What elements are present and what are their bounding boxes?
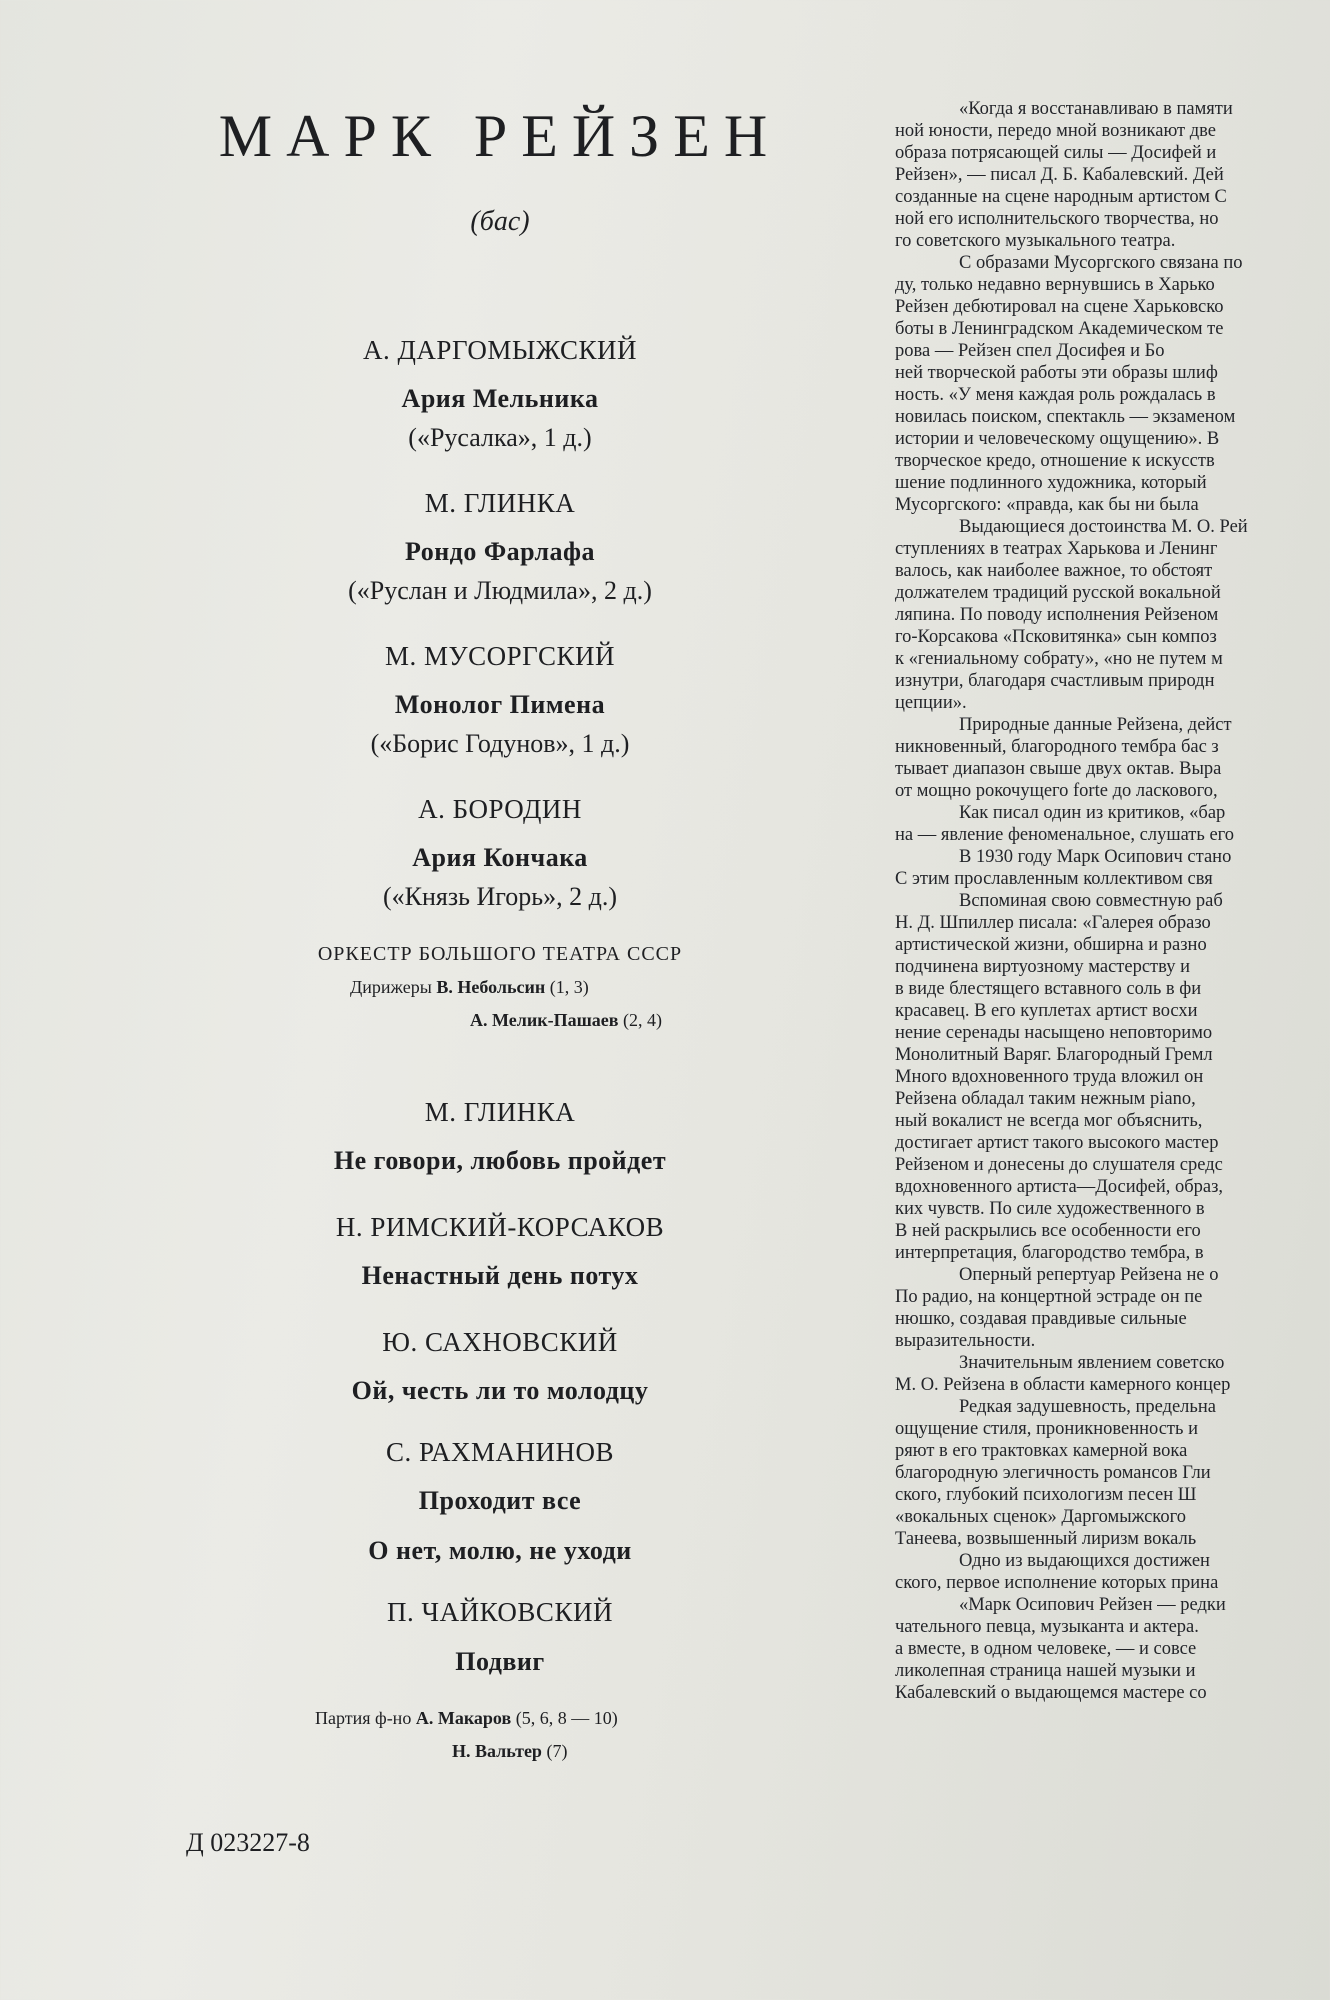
composer-heading: П. ЧАЙКОВСКИЙ <box>387 1597 613 1627</box>
notes-line: го советского музыкального театра. <box>895 231 1176 251</box>
notes-line: нюшко, создавая правдивые сильные <box>895 1309 1187 1329</box>
notes-line: го-Корсакова «Псковитянка» сын композ <box>895 627 1217 647</box>
opera-reference: («Борис Годунов», 1 д.) <box>370 729 630 758</box>
work-title: Ария Мельника <box>401 384 599 413</box>
track-numbers: (7) <box>546 1741 568 1761</box>
conductor-name: А. Мелик-Пашаев <box>470 1010 619 1030</box>
notes-line: ной юности, передо мной возникают две <box>895 121 1216 141</box>
work-title: Ой, честь ли то молодцу <box>351 1376 649 1405</box>
work-title: Проходит все <box>418 1486 582 1515</box>
notes-line: Вспоминая свою совместную раб <box>959 891 1223 911</box>
notes-line: к «гениальному собрату», «но не путем м <box>895 649 1223 669</box>
notes-line: на — явление феноменальное, слушать его <box>895 825 1235 845</box>
notes-line: ского, глубокий психологизм песен Ш <box>895 1485 1197 1505</box>
work-title: Монолог Пимена <box>394 690 606 719</box>
work-title: Подвиг <box>455 1647 545 1676</box>
notes-line: выразительности. <box>895 1331 1036 1351</box>
notes-line: ких чувств. По силе художественного в <box>895 1199 1205 1219</box>
track-numbers: (1, 3) <box>549 977 589 997</box>
notes-line: должателем традиций русской вокальной <box>895 583 1221 603</box>
notes-line: Значительным явлением советско <box>959 1353 1225 1373</box>
notes-line: В 1930 году Марк Осипович стано <box>959 847 1232 867</box>
composer-heading: Н. РИМСКИЙ-КОРСАКОВ <box>335 1212 665 1242</box>
notes-line: Кабалевский о выдающемся мастере со <box>895 1683 1207 1703</box>
work-title: Рондо Фарлафа <box>404 537 596 566</box>
work-title: Ария Кончака <box>412 843 588 872</box>
catalog-number: Д 023227-8 <box>186 1828 310 1857</box>
notes-line: ского, первое исполнение которых прина <box>895 1573 1219 1593</box>
notes-line: В ней раскрылись все особенности его <box>895 1221 1201 1241</box>
notes-line: ощущение стиля, проникновенность и <box>895 1419 1198 1439</box>
notes-line: благородную элегичность романсов Гли <box>895 1463 1211 1483</box>
notes-line: а вместе, в одном человеке, — и совсе <box>895 1639 1197 1659</box>
notes-line: Много вдохновенного труда вложил он <box>895 1067 1204 1087</box>
notes-line: истории и человеческому ощущению». В <box>895 429 1220 449</box>
notes-line: Мусоргского: «правда, как бы ни была <box>895 495 1199 515</box>
conductor-line-2 <box>470 1010 662 1031</box>
notes-line: ной его исполнительского творчества, но <box>895 209 1219 229</box>
composer-heading: А. ДАРГОМЫЖСКИЙ <box>363 335 637 365</box>
notes-line: цепции». <box>895 693 967 713</box>
notes-line: ду, только недавно вернувшись в Харько <box>895 275 1215 295</box>
notes-line: Выдающиеся достоинства М. О. Рей <box>959 517 1248 537</box>
notes-line: творческое кредо, отношение к искусств <box>895 451 1215 471</box>
notes-line: в виде блестящего вставного соль в фи <box>895 979 1202 999</box>
notes-line: новилась поиском, спектакль — экзаменом <box>895 407 1236 427</box>
notes-line: ряют в его трактовках камерной вока <box>895 1441 1188 1461</box>
liner-notes <box>895 98 1330 1748</box>
notes-line: шение подлинного художника, который <box>895 473 1207 493</box>
piano-label: Партия ф-но <box>315 1708 412 1728</box>
notes-line: ступлениях в театрах Харькова и Ленинг <box>895 539 1218 559</box>
notes-line: «вокальных сценок» Даргомыжского <box>895 1507 1186 1527</box>
notes-line: Рейзена обладал таким нежным piano, <box>895 1089 1196 1109</box>
notes-line: М. О. Рейзена в области камерного концер <box>895 1375 1231 1395</box>
notes-line: Оперный репертуар Рейзена не о <box>959 1265 1219 1285</box>
notes-line: красавец. В его куплетах артист восхи <box>895 1001 1198 1021</box>
pianist-name: Н. Вальтер <box>452 1741 542 1761</box>
conductor-line-1 <box>350 977 589 998</box>
notes-line: По радио, на концертной эстраде он пе <box>895 1287 1203 1307</box>
conductors-label: Дирижеры <box>350 977 432 997</box>
notes-line: Монолитный Варяг. Благородный Гремл <box>895 1045 1213 1065</box>
pianist-name: А. Макаров <box>415 1708 512 1728</box>
notes-line: Природные данные Рейзена, дейст <box>959 715 1232 735</box>
work-title: Ненастный день потух <box>361 1261 639 1290</box>
notes-line: артистической жизни, обширна и разно <box>895 935 1207 955</box>
track-numbers: (5, 6, 8 — 10) <box>515 1708 618 1728</box>
notes-line: никновенный, благородного тембра бас з <box>895 737 1219 757</box>
notes-line: ликолепная страница нашей музыки и <box>895 1661 1196 1681</box>
notes-line: нение серенады насыщено неповторимо <box>895 1023 1213 1043</box>
notes-line: валось, как наиболее важное, то обстоят <box>895 561 1213 581</box>
notes-line: рова — Рейзен спел Досифея и Бо <box>895 341 1165 361</box>
notes-line: Одно из выдающихся достижен <box>959 1551 1210 1571</box>
track-numbers: (2, 4) <box>622 1010 662 1030</box>
notes-line: Как писал один из критиков, «бар <box>959 803 1226 823</box>
work-title: О нет, молю, не уходи <box>368 1536 632 1565</box>
notes-line: «Марк Осипович Рейзен — редки <box>959 1595 1226 1615</box>
notes-line: С образами Мусоргского связана по <box>959 253 1243 273</box>
opera-reference: («Руслан и Людмила», 2 д.) <box>348 576 652 605</box>
notes-line: достигает артист такого высокого мастер <box>895 1133 1219 1153</box>
notes-line: Танеева, возвышенный лиризм вокаль <box>895 1529 1197 1549</box>
notes-line: ней творческой работы эти образы шлиф <box>895 363 1218 383</box>
notes-line: тывает диапазон свыше двух октав. Выра <box>895 759 1222 779</box>
composer-heading: М. МУСОРГСКИЙ <box>385 641 615 671</box>
notes-line: образа потрясающей силы — Досифей и <box>895 143 1217 163</box>
notes-line: Н. Д. Шпиллер писала: «Галерея образо <box>895 913 1211 933</box>
piano-line-2 <box>452 1741 567 1762</box>
notes-line: Рейзен дебютировал на сцене Харьковско <box>895 297 1224 317</box>
notes-line: ный вокалист не всегда мог объяснить, <box>895 1111 1203 1131</box>
composer-heading: С. РАХМАНИНОВ <box>385 1437 615 1467</box>
notes-line: ность. «У меня каждая роль рождалась в <box>895 385 1216 405</box>
notes-line: подчинена виртуозному мастерству и <box>895 957 1191 977</box>
composer-heading: М. ГЛИНКА <box>424 488 576 518</box>
artist-title: МАРК РЕЙЗЕН <box>218 103 782 169</box>
notes-line: С этим прославленным коллективом свя <box>895 869 1213 889</box>
opera-reference: («Русалка», 1 д.) <box>408 423 592 452</box>
notes-line: вдохновенного артиста—Досифей, образ, <box>895 1177 1224 1197</box>
notes-line: изнутри, благодаря счастливым природн <box>895 671 1215 691</box>
notes-line: Рейзеном и донесены до слушателя средс <box>895 1155 1223 1175</box>
opera-reference: («Князь Игорь», 2 д.) <box>382 882 618 911</box>
composer-heading: А. БОРОДИН <box>418 794 582 824</box>
voice-type: (бас) <box>470 206 530 237</box>
notes-line: Редкая задушевность, предельна <box>959 1397 1216 1417</box>
notes-line: ляпина. По поводу исполнения Рейзеном <box>895 605 1219 625</box>
composer-heading: Ю. САХНОВСКИЙ <box>382 1327 618 1357</box>
notes-line: интерпретация, благородство тембра, в <box>895 1243 1204 1263</box>
composer-heading: М. ГЛИНКА <box>424 1097 576 1127</box>
notes-line: чательного певца, музыканта и актера. <box>895 1617 1199 1637</box>
conductor-name: В. Небольсин <box>436 977 546 997</box>
notes-line: созданные на сцене народным артистом С <box>895 187 1227 207</box>
notes-line: «Когда я восстанавливаю в памяти <box>959 99 1233 119</box>
orchestra-name: ОРКЕСТР БОЛЬШОГО ТЕАТРА СССР <box>317 943 683 965</box>
notes-line: от мощно рокочущего forte до ласкового, <box>895 781 1218 801</box>
notes-line: боты в Ленинградском Академическом те <box>895 319 1224 339</box>
notes-line: Рейзен», — писал Д. Б. Кабалевский. Дей <box>895 165 1224 185</box>
work-title: Не говори, любовь пройдет <box>333 1146 667 1175</box>
piano-line-1 <box>315 1708 618 1729</box>
